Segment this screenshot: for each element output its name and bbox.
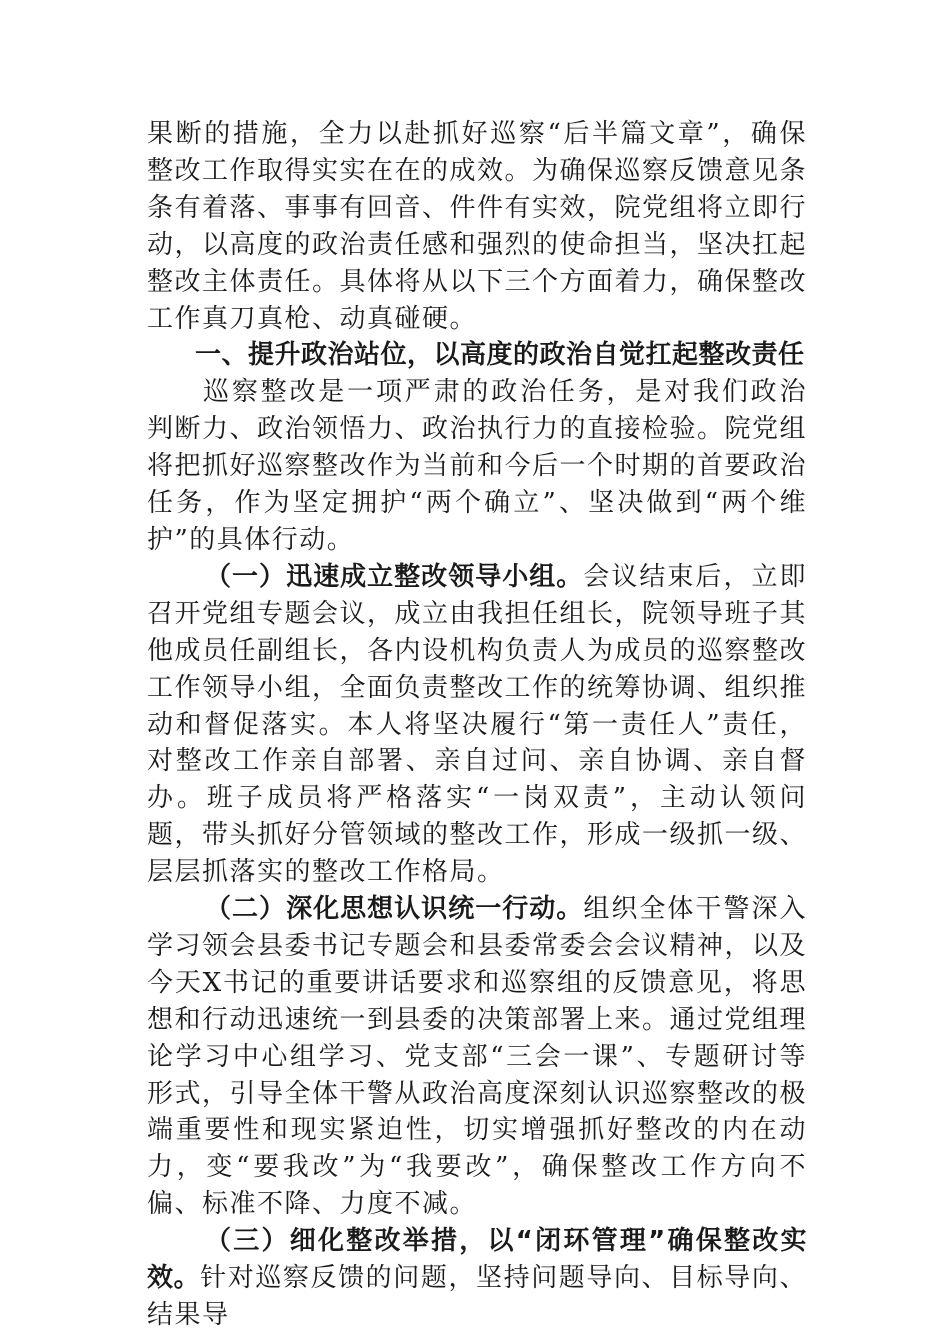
subsection-1 — [147, 559, 807, 891]
document-body — [147, 116, 807, 1334]
subsection-2 — [147, 891, 807, 1223]
subsection-3 — [147, 1223, 807, 1334]
subsection-2-title: （二）深化思想认识统一行动。 — [205, 894, 584, 925]
subsection-3-title: （三）细化整改举措，以“闭环管理”确保整改实效。 — [147, 1226, 807, 1294]
subsection-1-title: （一）迅速成立整改领导小组。 — [205, 561, 584, 592]
section-heading-1: 一、提升政治站位，以高度的政治自觉扛起整改责任 — [195, 340, 805, 371]
subsection-2-body: 组织全体干警深入学习领会县委书记专题会和县委常委会会议精神，以及今天X书记的重要讲话要求和巡察组的反馈意见，将思想和行动迅速统一到县委的决策部署上来。通过党组理论学习中心组学习、党支部“三会一课”、专题研讨等形式，引导全体干警从政治高度深刻认识巡察整改的极端重要性和现实紧迫性，切实增强抓好整改的内在动力，变“要我改”为“我要改”，确保整改工作方向不偏、标准不降、力度不减。 — [147, 894, 808, 1220]
subsection-3-body: 针对巡察反馈的问题，坚持问题导向、目标导向、结果导 — [147, 1263, 807, 1330]
paragraph-section-1: 巡察整改是一项严肃的政治任务，是对我们政治判断力、政治领悟力、政治执行力的直接检验。院党组将把抓好巡察整改作为当前和今后一个时期的首要政治任务，作为坚定拥护“两个确立”、坚决做到“两个维护”的具体行动。 — [147, 377, 808, 555]
subsection-1-body: 会议结束后，立即召开党组专题会议，成立由我担任组长，院领导班子其他成员任副组长，各内设机构负责人为成员的巡察整改工作领导小组，全面负责整改工作的统筹协调、组织推动和督促落实。本人将坚决履行“第一责任人”责任，对整改工作亲自部署、亲自过问、亲自协调、亲自督办。班子成员将严格落实“一岗双责”，主动认领问题，带头抓好分管领域的整改工作，形成一级抓一级、层层抓落实的整改工作格局。 — [147, 561, 808, 888]
paragraph-intro: 果断的措施，全力以赴抓好巡察“后半篇文章”，确保整改工作取得实实在在的成效。为确保巡察反馈意见条条有着落、事事有回音、件件有实效，院党组将立即行动，以高度的政治责任感和强烈的使命担当，坚决扛起整改主体责任。具体将从以下三个方面着力，确保整改工作真刀真枪、动真碰硬。 — [147, 119, 808, 334]
